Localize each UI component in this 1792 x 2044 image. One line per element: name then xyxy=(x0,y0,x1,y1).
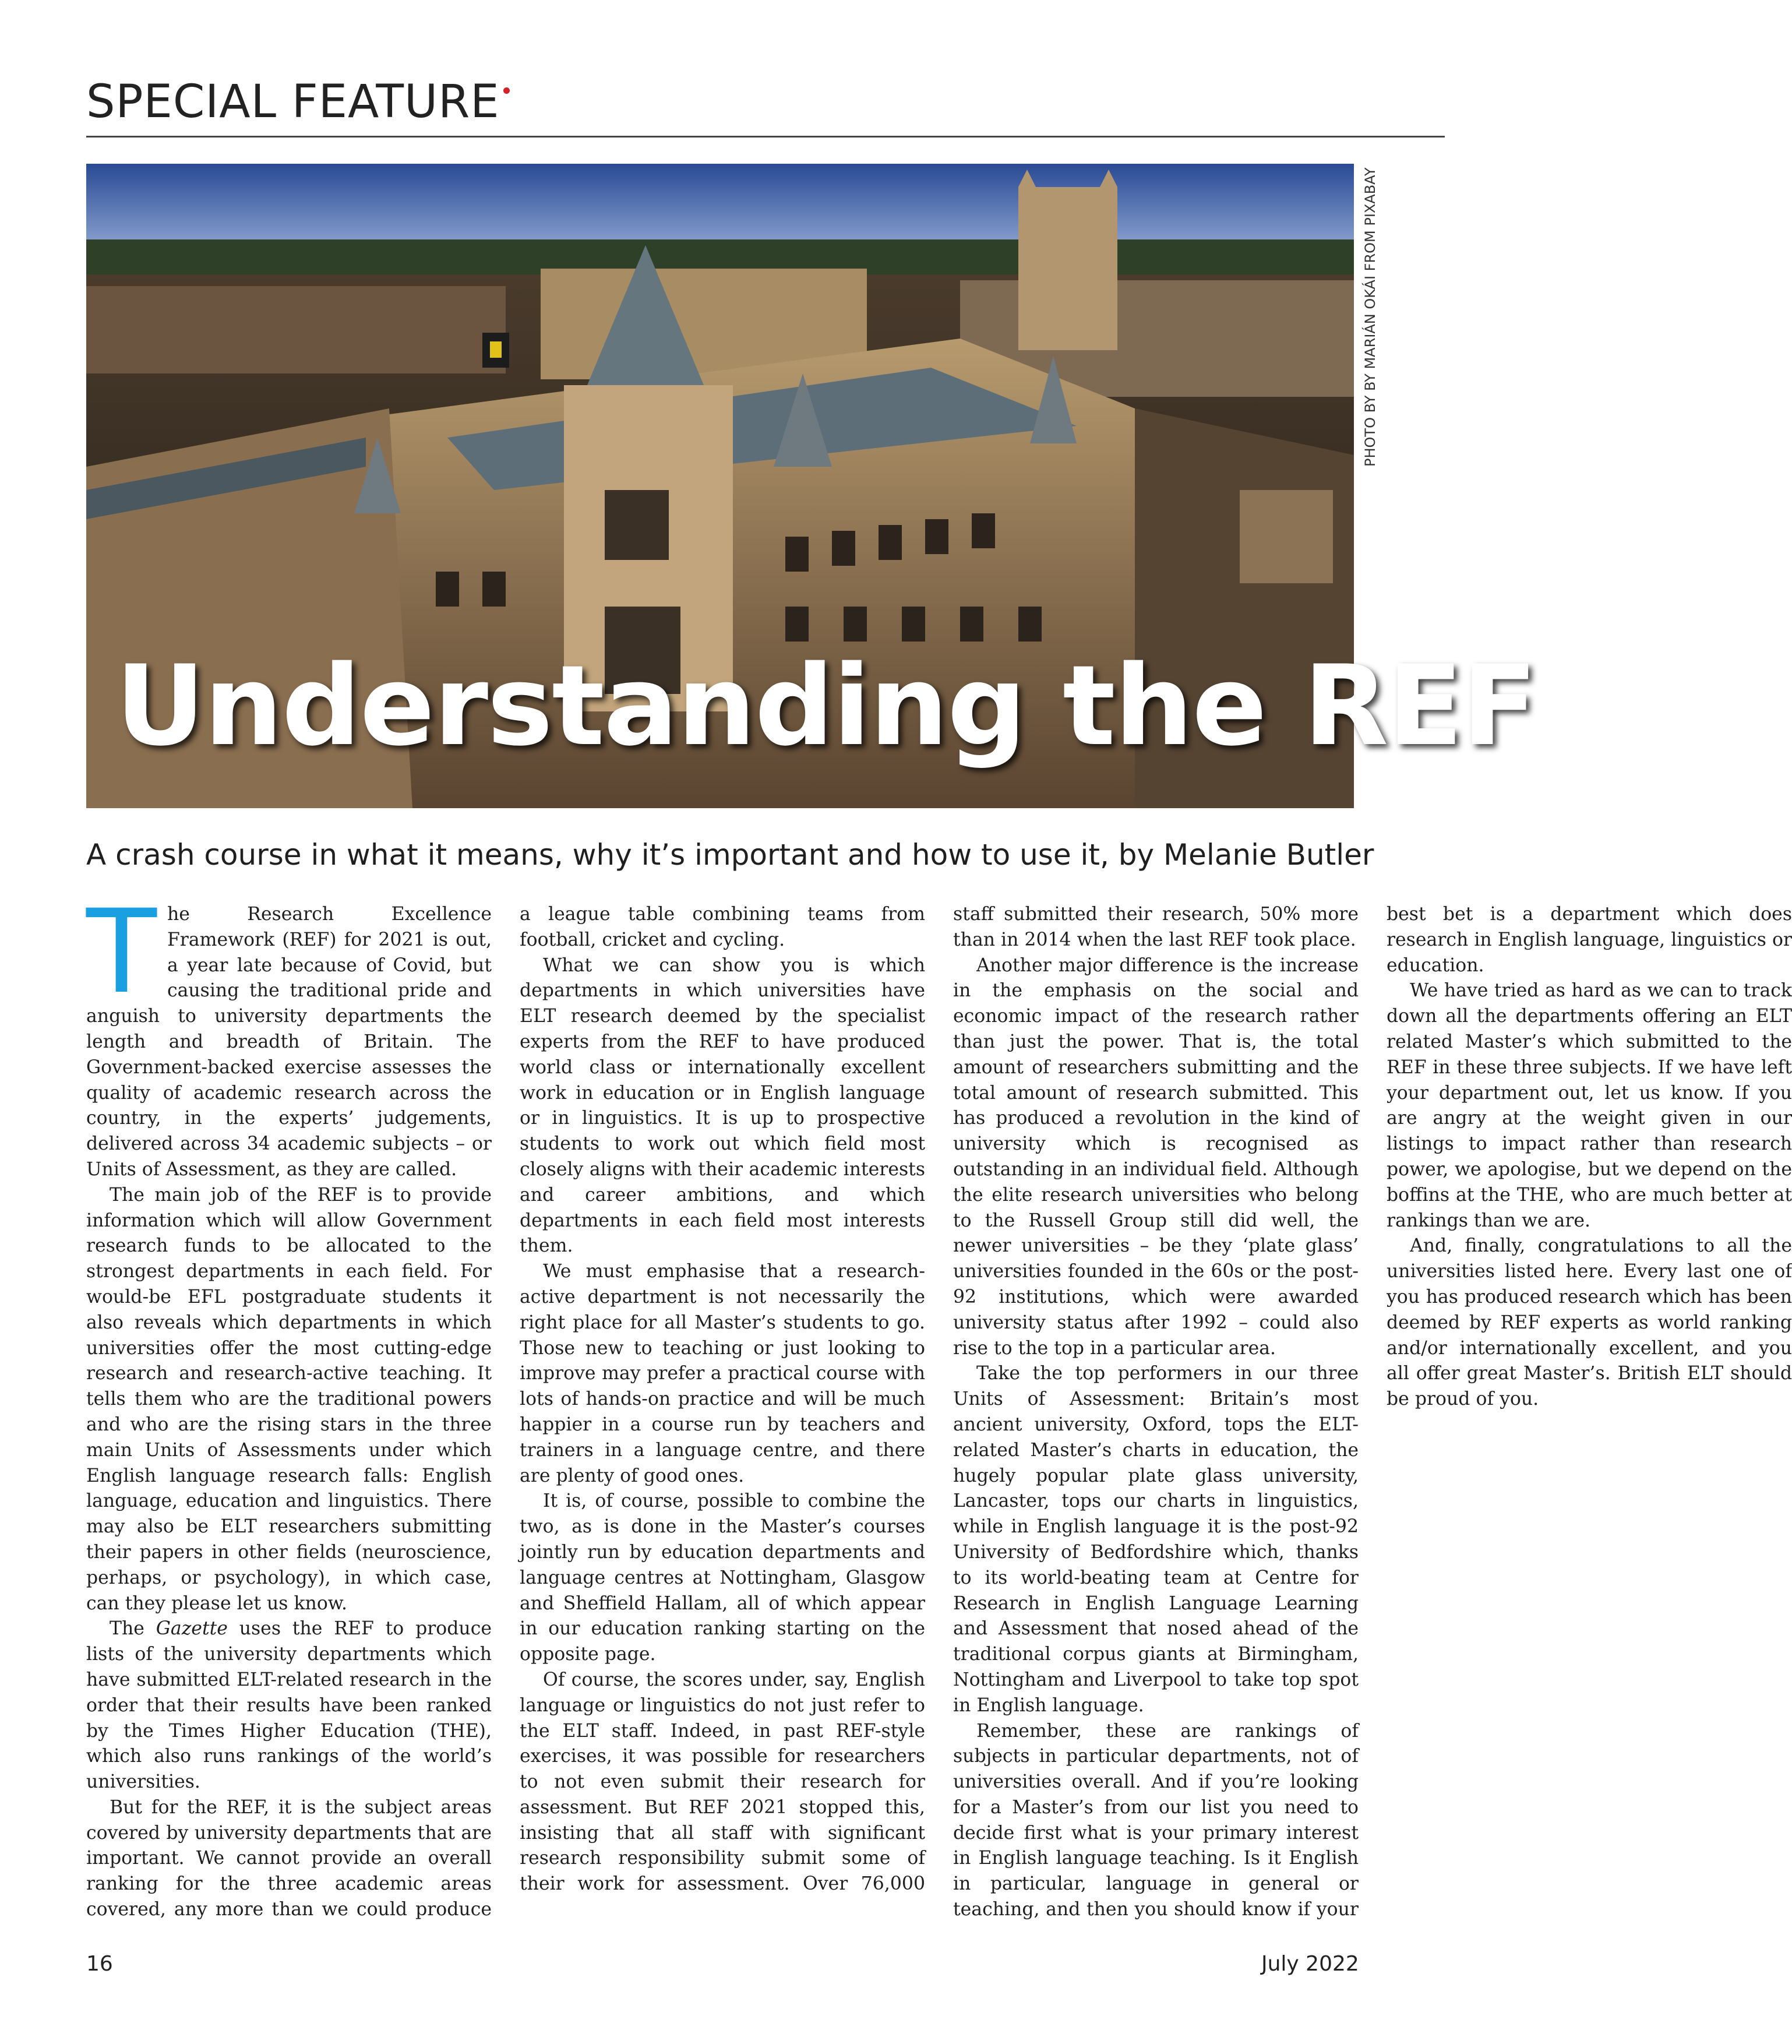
page-number: 16 xyxy=(86,1952,113,1976)
paragraph-text: uses the REF to produce lists of the university departments which have submitted ELT-related research in the order that their results have been ranked by the Times Higher Education (THE), which also runs rankings of the world’s universities. xyxy=(86,1618,492,1793)
article-paragraph: Of course, the scores under, say, English language or linguistics do not just refer to the ELT staff. Indeed, in past REF-style exercises, it was possible for researchers to not even submit their research for assessment. But REF 2021 stopped this, insisting that all staff with significant research responsibility submit some of their work for assessment. Over 76,000 staff submitted their research, 50% more than in 2014 when the last REF took place. xyxy=(520,904,1359,1895)
section-label-text: SPECIAL FEATURE xyxy=(86,76,500,128)
photo-credit: PHOTO BY BY MARIÁN OKÁI FROM PIXABAY xyxy=(1362,167,1378,467)
section-dot-icon xyxy=(503,87,510,94)
article-paragraph: And, finally, congratulations to all the universities listed here. Every last one of you has produced research which has been deemed by REF experts as world ranking and/or internationally excellent, and you all offer great Master’s. British ELT should be proud of you. xyxy=(1387,1235,1792,1410)
section-label xyxy=(86,76,510,128)
article-paragraph: The main job of the REF is to provide information which will allow Government research funds to be allocated to the strongest departments in each field. For would-be EFL postgraduate students it also reveals which departments in which universities offer the most cutting-edge research and research-active teaching. It tells them who are the traditional powers and who are the rising stars in the three main Units of Assessments under which English language research falls: English language, education and linguistics. There may also be ELT researchers submitting their papers in other fields (neuroscience, perhaps, or psychology), in which case, can they please let us know. xyxy=(86,1184,492,1614)
article-headline: Understanding the REF xyxy=(115,642,1537,770)
article-body xyxy=(86,884,1792,1927)
paragraph-text: he Research Excellence Framework (REF) for 2021 is out, a year late because of Covid, but causing the traditional pride and anguish to university departments the length and breadth of Britain. The Government-backed exercise assesses the quality of academic research across the country, in the experts’ judgements, delivered across 34 academic subjects – or Units of Assessment, as they are called. xyxy=(86,904,492,1180)
article-paragraph: We have tried as hard as we can to track down all the departments offering an ELT related Master’s which submitted to the REF in these three subjects. If we have left your department out, let us know. If you are angry at the weight given in our listings to impact rather than research power, we apologise, but we depend on the boffins at the THE, who are much better at rankings than we are. xyxy=(1387,980,1792,1231)
drop-cap: T xyxy=(86,884,157,1019)
article-standfirst: A crash course in what it means, why it’s important and how to use it, by Melanie Butler xyxy=(86,838,1374,872)
publication-name: Gazette xyxy=(156,1618,228,1640)
article-paragraph: Remember, these are rankings of subjects in particular departments, not of universities overall. And if you’re looking for a Master’s from our list you need to decide first what is your primary interest in English language teaching. Is it English in particular, language in general or teaching, and then you should know if your best bet is a department which does research in English language, linguistics or education. xyxy=(953,904,1792,1920)
article-paragraph: Take the top performers in our three Units of Assessment: Britain’s most ancient university, Oxford, tops the ELT-related Master’s charts in education, the hugely popular plate glass university, Lancaster, tops our charts in linguistics, while in English language it is the post-92 University of Bedfordshire which, thanks to its world-beating team at Centre for Research in English Language Learning and Assessment that nosed ahead of the traditional corpus giants at Birmingham, Nottingham and Liverpool to take top spot in English language. xyxy=(953,1363,1359,1716)
article-paragraph: But for the REF, it is the subject areas covered by university departments that are important. We cannot provide an overall ranking for the three academic areas covered, any more than we could produce a league table combining teams from football, cricket and cycling. xyxy=(86,904,925,1920)
section-divider xyxy=(86,136,1445,138)
article-paragraph: We must emphasise that a research-active department is not necessarily the right place for all Master’s students to go. Those new to teaching or just looking to improve may prefer a practical course with lots of hands-on practice and will be much happier in a course run by teachers and trainers in a language centre, and there are plenty of good ones. xyxy=(520,1261,925,1486)
issue-date: July 2022 xyxy=(1261,1952,1359,1976)
article-paragraph xyxy=(86,884,492,1183)
paragraph-text: The xyxy=(110,1618,156,1640)
article-paragraph: Another major difference is the increase in the emphasis on the social and economic impact of the research rather than just the power. That is, the total amount of researchers submitting and the total amount of research submitted. This has produced a revolution in the kind of university which is recognised as outstanding in an individual field. Although the elite research universities who belong to the Russell Group still did well, the newer universities – be they ‘plate glass’ universities founded in the 60s or the post-92 institutions, which were awarded university status after 1992 – could also rise to the top in a particular area. xyxy=(953,954,1359,1359)
article-paragraph xyxy=(86,1616,492,1795)
article-paragraph: It is, of course, possible to combine the two, as is done in the Master’s courses jointly run by education departments and language centres at Nottingham, Glasgow and Sheffield Hallam, all of which appear in our education ranking starting on the opposite page. xyxy=(520,1490,925,1665)
article-paragraph: What we can show you is which departments in which universities have ELT research deemed by the specialist experts from the REF to have produced world class or internationally excellent work in education or in English language or in linguistics. It is up to prospective students to work out which field most closely aligns with their academic interests and career ambitions, and which departments in each field most interests them. xyxy=(520,954,925,1257)
